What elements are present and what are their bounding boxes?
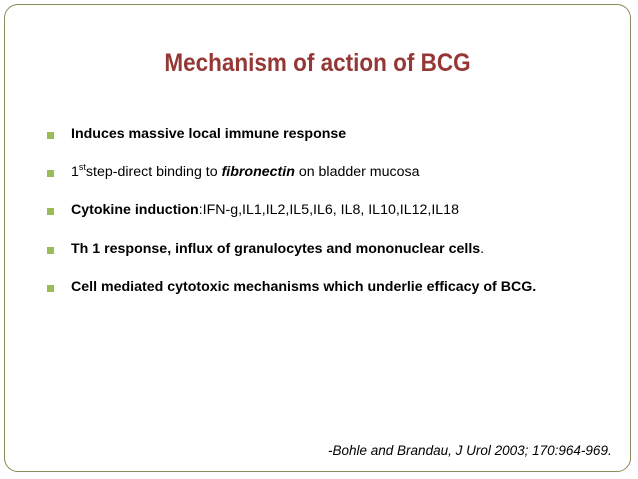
square-bullet-icon: [47, 132, 54, 139]
square-bullet-icon: [47, 170, 54, 177]
bullet-label: Th 1 response, influx of granulocytes and mononuclear cells: [71, 240, 481, 257]
citation: -Bohle and Brandau, J Urol 2003; 170:964-969.: [328, 443, 612, 458]
list-item: [47, 202, 536, 240]
bullet-label: Cytokine induction: [71, 202, 199, 219]
bullet-detail: .: [480, 240, 485, 257]
bullet-text: Cell mediated cytotoxic mechanisms which underlie efficacy of BCG.: [71, 278, 537, 295]
bullet-detail: :IFN-g,IL1,IL2,IL5,IL6, IL8, IL10,IL12,IL18: [198, 202, 459, 219]
square-bullet-icon: [47, 208, 54, 215]
bullet-emphasis: fibronectin: [221, 164, 295, 181]
bullet-suffix: on bladder mucosa: [294, 164, 420, 181]
list-item: [47, 126, 536, 164]
bullet-mid: step-direct binding to: [85, 164, 222, 181]
square-bullet-icon: [47, 285, 54, 292]
bullet-superscript: st: [78, 162, 86, 173]
bullet-text: [71, 164, 420, 180]
list-item: [47, 279, 536, 317]
square-bullet-icon: [47, 247, 54, 254]
list-item: [47, 164, 536, 202]
slide-frame: [4, 4, 631, 472]
slide-title: Mechanism of action of BCG: [164, 49, 471, 77]
bullet-list: [47, 126, 536, 317]
bullet-text: [71, 202, 459, 218]
list-item: [47, 241, 536, 279]
bullet-text: Induces massive local immune response: [71, 126, 347, 142]
bullet-prefix: 1: [71, 164, 79, 181]
bullet-text: [71, 241, 484, 257]
